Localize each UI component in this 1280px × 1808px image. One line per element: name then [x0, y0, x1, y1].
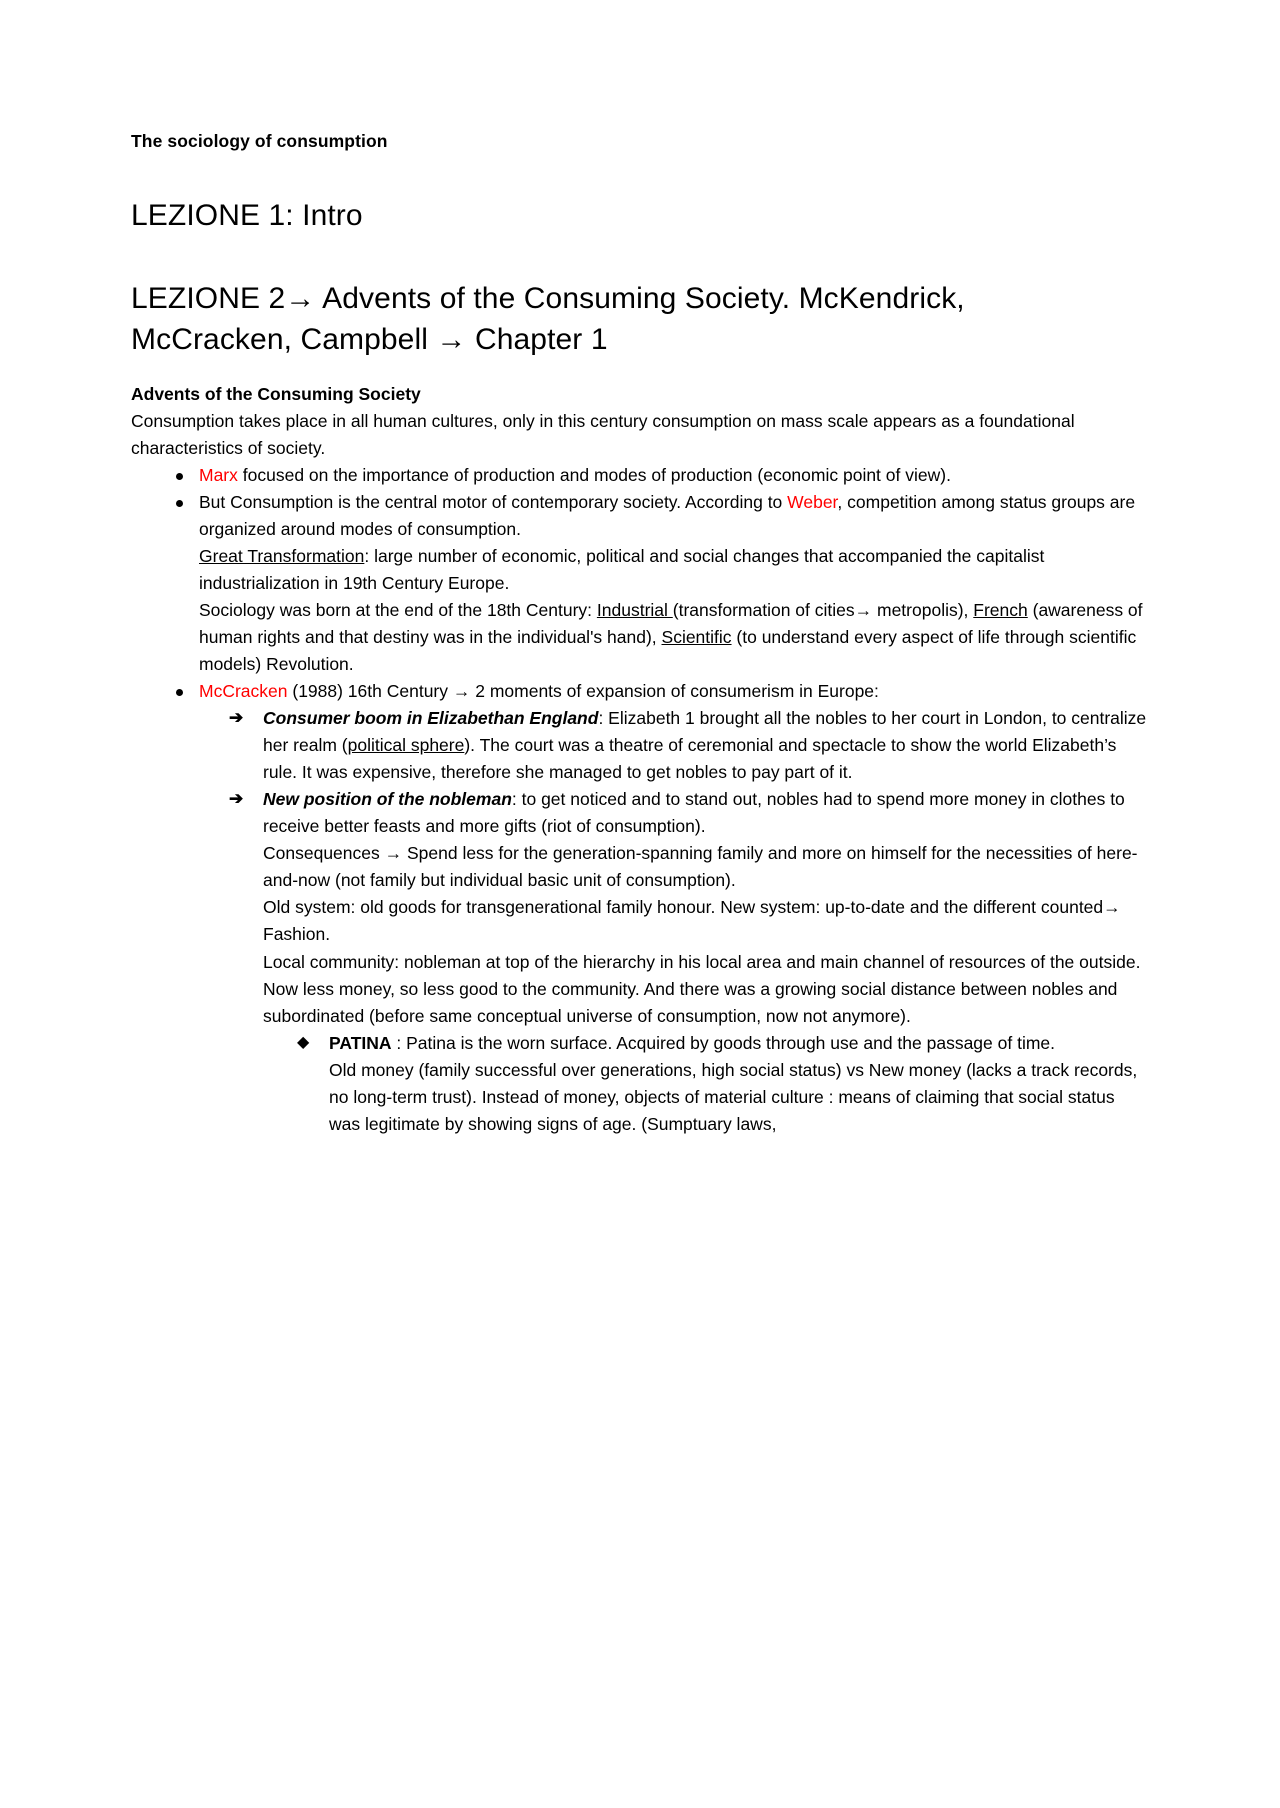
patina-label: PATINA — [329, 1032, 392, 1053]
bullet-weber-lead: But Consumption is the central motor of contemporary society. According to — [199, 491, 788, 512]
term-scientific: Scientific — [661, 627, 732, 648]
sub-sub-bullet-list — [263, 1030, 1150, 1138]
term-french: French — [973, 600, 1028, 621]
local-community-paragraph: Local community: nobleman at top of the hierarchy in his local area and main channel of resources of the outside. Now less money, so less good to the community. And there was a growing social distance between nobles and subordinated (before same conceptual universe of consumption, now not anymore). — [263, 951, 1141, 1026]
sociology-lead-text: Sociology was born at the end of the 18th Century: — [199, 600, 597, 621]
new-position-title: New position of the nobleman — [263, 789, 512, 810]
industrial-definition: (transformation of cities→ metropolis), — [672, 600, 974, 621]
bullet-weber-after: , competition among status groups are organized around modes of consumption. — [199, 491, 1136, 539]
old-new-system-paragraph: Old system: old goods for transgenerational family honour. New system: up-to-date and the different counted→ Fashion. — [263, 897, 1121, 945]
theorist-name-weber: Weber — [787, 491, 838, 512]
old-vs-new-money-paragraph: Old money (family successful over generations, high social status) vs New money (lacks a track records, no long-term trust). Instead of money, objects of material culture : means of claiming that social status was legitimate by showing signs of age. (Sumptuary laws, — [329, 1059, 1138, 1134]
consumer-boom-body-before: : Elizabeth 1 brought all the nobles to her court in London, to centralize her realm ( — [263, 708, 1147, 756]
term-political-sphere: political sphere — [347, 735, 465, 756]
heading-lezione-2 — [131, 279, 1150, 361]
sociology-revolutions-line — [199, 597, 1150, 678]
arrow-bullet-icon: ➔ — [229, 708, 244, 728]
bullet-weber — [131, 489, 1150, 678]
term-industrial: Industrial — [596, 600, 673, 621]
great-transformation-definition: : large number of economic, political and social changes that accompanied the capitalist industrialization in 19th Century Europe. — [199, 546, 1045, 594]
consumer-boom-title: Consumer boom in Elizabethan England — [263, 708, 599, 729]
bullet-dot-icon — [176, 689, 183, 696]
french-definition: (awareness of human rights and that destiny was in the individual's hand), — [199, 600, 1143, 648]
sub-bullet-consumer-boom — [199, 705, 1150, 786]
consumer-boom-body-after: ). The court was a theatre of ceremonial and spectacle to show the world Elizabeth’s rule. It was expensive, therefore she managed to get nobles to pay part of it. — [263, 735, 1117, 783]
bullet-dot-icon — [176, 473, 183, 480]
theorist-name-marx: Marx — [199, 464, 238, 485]
bullet-mccracken-text: (1988) 16th Century → 2 moments of expansion of consumerism in Europe: — [287, 681, 879, 702]
diamond-bullet-icon: ◆ — [297, 1033, 310, 1051]
main-bullet-list — [131, 462, 1150, 1138]
section-subheading: Advents of the Consuming Society — [131, 383, 421, 404]
heading-lezione-1: LEZIONE 1: Intro — [131, 198, 363, 232]
bullet-mccracken — [131, 678, 1150, 1138]
consequences-paragraph: Consequences → Spend less for the generation-spanning family and more on himself for the necessities of here-and-now (not family but individual basic unit of consumption). — [263, 843, 1138, 891]
sub-bullet-new-position — [199, 786, 1150, 1137]
sub-sub-bullet-patina — [263, 1030, 1150, 1138]
arrow-bullet-icon: ➔ — [229, 789, 244, 809]
theorist-name-mccracken: McCracken — [199, 681, 288, 702]
document-header-title: The sociology of consumption — [131, 131, 388, 151]
bullet-marx-text: focused on the importance of production and modes of production (economic point of view). — [237, 464, 951, 485]
great-transformation-line — [199, 543, 1150, 597]
scientific-definition: (to understand every aspect of life through scientific models) Revolution. — [199, 627, 1137, 675]
term-great-transformation: Great Transformation — [199, 546, 365, 567]
bullet-marx — [131, 462, 1150, 489]
heading-lezione-2-line-1: LEZIONE 2→ Advents of the Consuming Society. McKendrick, — [131, 282, 965, 316]
heading-lezione-2-line-2: McCracken, Campbell → Chapter 1 — [131, 323, 608, 357]
patina-definition: : Patina is the worn surface. Acquired by goods through use and the passage of time. — [391, 1032, 1056, 1053]
intro-paragraph: Consumption takes place in all human cultures, only in this century consumption on mass scale appears as a foundational characteristics of society. — [131, 411, 1075, 458]
bullet-dot-icon — [176, 500, 183, 507]
new-position-body: : to get noticed and to stand out, nobles had to spend more money in clothes to receive better feasts and more gifts (riot of consumption). — [263, 789, 1125, 837]
sub-bullet-list — [199, 705, 1150, 1138]
